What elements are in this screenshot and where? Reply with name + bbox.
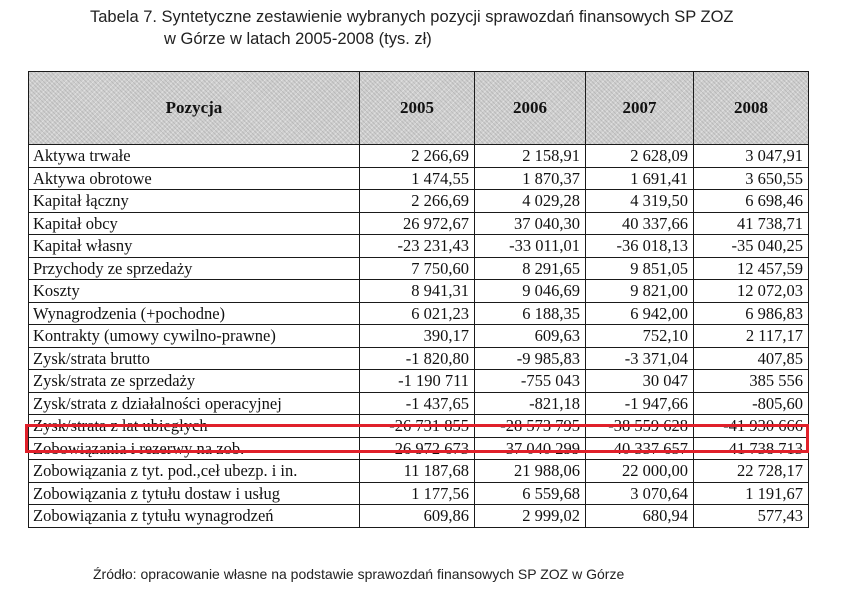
value-cell: 26 972,67 <box>360 212 475 235</box>
value-cell: 680,94 <box>586 505 694 528</box>
source-note: Źródło: opracowanie własne na podstawie sprawozdań finansowych SP ZOZ w Górze <box>93 566 625 582</box>
value-cell: 4 029,28 <box>475 190 586 213</box>
table-row <box>29 145 809 168</box>
value-cell: -33 011,01 <box>475 235 586 258</box>
value-cell: 2 266,69 <box>360 145 475 168</box>
value-cell: -3 371,04 <box>586 347 694 370</box>
table-row <box>29 212 809 235</box>
row-label: Wynagrodzenia (+pochodne) <box>29 302 360 325</box>
value-cell: 3 047,91 <box>694 145 809 168</box>
value-cell: -1 190 711 <box>360 370 475 393</box>
value-cell: -805,60 <box>694 392 809 415</box>
value-cell: 6 698,46 <box>694 190 809 213</box>
header-year: 2006 <box>475 72 586 145</box>
table-row <box>29 505 809 528</box>
value-cell: 41 738,71 <box>694 212 809 235</box>
row-label: Zysk/strata z lat ubiegłych <box>29 415 360 438</box>
value-cell: -821,18 <box>475 392 586 415</box>
table-row <box>29 437 809 460</box>
value-cell: 2 266,69 <box>360 190 475 213</box>
value-cell: 22 728,17 <box>694 460 809 483</box>
value-cell: 40 337 657 <box>586 437 694 460</box>
row-label: Zysk/strata ze sprzedaży <box>29 370 360 393</box>
value-cell: 8 941,31 <box>360 280 475 303</box>
row-label: Zobowiązania z tyt. pod.,ceł ubezp. i in. <box>29 460 360 483</box>
value-cell: 6 559,68 <box>475 482 586 505</box>
table-row <box>29 190 809 213</box>
value-cell: 1 177,56 <box>360 482 475 505</box>
value-cell: -755 043 <box>475 370 586 393</box>
value-cell: 390,17 <box>360 325 475 348</box>
value-cell: -41 930 666 <box>694 415 809 438</box>
header-position: Pozycja <box>29 72 360 145</box>
table-row <box>29 415 809 438</box>
value-cell: -35 040,25 <box>694 235 809 258</box>
value-cell: 1 691,41 <box>586 167 694 190</box>
table-row <box>29 482 809 505</box>
financial-table-container <box>28 71 809 528</box>
value-cell: 12 072,03 <box>694 280 809 303</box>
value-cell: 3 650,55 <box>694 167 809 190</box>
table-row <box>29 167 809 190</box>
value-cell: 12 457,59 <box>694 257 809 280</box>
row-label: Zysk/strata z działalności operacyjnej <box>29 392 360 415</box>
value-cell: -1 947,66 <box>586 392 694 415</box>
value-cell: 40 337,66 <box>586 212 694 235</box>
value-cell: 9 046,69 <box>475 280 586 303</box>
value-cell: 1 870,37 <box>475 167 586 190</box>
value-cell: 37 040,30 <box>475 212 586 235</box>
table-header <box>29 72 809 145</box>
table-caption <box>90 6 830 50</box>
header-year: 2005 <box>360 72 475 145</box>
table-row <box>29 460 809 483</box>
value-cell: 4 319,50 <box>586 190 694 213</box>
table-row <box>29 392 809 415</box>
table-row <box>29 302 809 325</box>
value-cell: 2 628,09 <box>586 145 694 168</box>
value-cell: 6 942,00 <box>586 302 694 325</box>
value-cell: 9 821,00 <box>586 280 694 303</box>
value-cell: -1 437,65 <box>360 392 475 415</box>
value-cell: 22 000,00 <box>586 460 694 483</box>
value-cell: 30 047 <box>586 370 694 393</box>
value-cell: 8 291,65 <box>475 257 586 280</box>
header-year: 2008 <box>694 72 809 145</box>
value-cell: 2 117,17 <box>694 325 809 348</box>
value-cell: 1 474,55 <box>360 167 475 190</box>
value-cell: 609,86 <box>360 505 475 528</box>
value-cell: -26 731 855 <box>360 415 475 438</box>
table-row <box>29 347 809 370</box>
caption-line-2: w Górze w latach 2005-2008 (tys. zł) <box>164 30 432 48</box>
row-label: Aktywa trwałe <box>29 145 360 168</box>
value-cell: -28 573 795 <box>475 415 586 438</box>
value-cell: 21 988,06 <box>475 460 586 483</box>
table-row <box>29 370 809 393</box>
row-label: Kapitał obcy <box>29 212 360 235</box>
value-cell: 11 187,68 <box>360 460 475 483</box>
row-label: Kapitał łączny <box>29 190 360 213</box>
row-label: Zobowiązania z tytułu dostaw i usług <box>29 482 360 505</box>
value-cell: 6 986,83 <box>694 302 809 325</box>
value-cell: 41 738 713 <box>694 437 809 460</box>
table-body <box>29 145 809 528</box>
value-cell: -1 820,80 <box>360 347 475 370</box>
row-label: Przychody ze sprzedaży <box>29 257 360 280</box>
row-label: Zobowiązania z tytułu wynagrodzeń <box>29 505 360 528</box>
value-cell: 609,63 <box>475 325 586 348</box>
value-cell: 6 188,35 <box>475 302 586 325</box>
value-cell: 37 040 299 <box>475 437 586 460</box>
value-cell: 407,85 <box>694 347 809 370</box>
table-row <box>29 257 809 280</box>
value-cell: -36 018,13 <box>586 235 694 258</box>
value-cell: 7 750,60 <box>360 257 475 280</box>
header-year: 2007 <box>586 72 694 145</box>
row-label: Zysk/strata brutto <box>29 347 360 370</box>
caption-line-1: Tabela 7. Syntetyczne zestawienie wybranych pozycji sprawozdań finansowych SP ZOZ <box>90 8 734 26</box>
value-cell: 26 972 673 <box>360 437 475 460</box>
table-row <box>29 325 809 348</box>
table-row <box>29 235 809 258</box>
row-label: Koszty <box>29 280 360 303</box>
value-cell: 385 556 <box>694 370 809 393</box>
value-cell: -23 231,43 <box>360 235 475 258</box>
value-cell: 1 191,67 <box>694 482 809 505</box>
row-label: Zobowiązania i rezerwy na zob. <box>29 437 360 460</box>
value-cell: 6 021,23 <box>360 302 475 325</box>
value-cell: -38 559 628 <box>586 415 694 438</box>
financial-table <box>28 71 809 528</box>
table-row <box>29 280 809 303</box>
value-cell: 577,43 <box>694 505 809 528</box>
row-label: Kapitał własny <box>29 235 360 258</box>
value-cell: -9 985,83 <box>475 347 586 370</box>
value-cell: 2 999,02 <box>475 505 586 528</box>
header-row <box>29 72 809 145</box>
value-cell: 3 070,64 <box>586 482 694 505</box>
value-cell: 2 158,91 <box>475 145 586 168</box>
value-cell: 752,10 <box>586 325 694 348</box>
row-label: Kontrakty (umowy cywilno-prawne) <box>29 325 360 348</box>
value-cell: 9 851,05 <box>586 257 694 280</box>
row-label: Aktywa obrotowe <box>29 167 360 190</box>
